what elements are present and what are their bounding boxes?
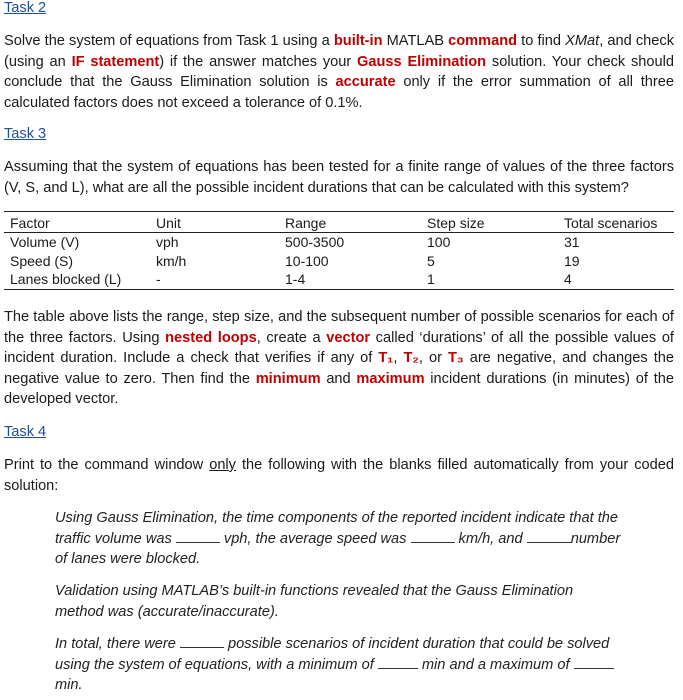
task3-intro: Assuming that the system of equations has been tested for a finite range of values of the three factors (V, S, and L), what are all the possible incident durations that can be calculated with this system?: [4, 159, 674, 196]
cell: 500-3500: [285, 234, 345, 251]
table-row: [4, 233, 674, 252]
cell: 1-4: [279, 270, 421, 289]
task2-heading: Task 2: [4, 0, 47, 16]
task3-heading: Task 3: [4, 126, 47, 142]
col-range: Range: [279, 212, 421, 233]
output-line-3: In total, there were possible scenarios of incident duration that could be solved using the system of equations, with a minimum of min and a maximum of min.: [55, 634, 625, 696]
blank-field: [180, 635, 224, 648]
blank-field: [574, 656, 614, 669]
table-row: [4, 270, 674, 289]
table-row: [4, 252, 674, 271]
table-header-row: [4, 212, 674, 233]
task3-paragraph: The table above lists the range, step size, and the subsequent number of possible scenarios for each of the three factors. Using nested loops, create a vector called ‘durations’ of all the possible values of incident duration. Include a check that verifies if any of T₁, T₂, or T₃ are negative, and changes the negative value to zero. Then find the minimum and maximum incident durations (in minutes) of the developed vector.: [4, 309, 675, 408]
cell: 5: [427, 252, 435, 269]
cell: Volume (V): [10, 234, 80, 251]
col-step: Step size: [421, 212, 558, 233]
cell: Speed (S): [10, 252, 74, 269]
blank-field: [176, 530, 220, 543]
task4-heading: Task 4: [4, 424, 47, 440]
task4-paragraph: Print to the command window only the following with the blanks filled automatically from your coded solution:: [4, 457, 674, 494]
col-scenarios: Total scenarios: [558, 212, 674, 233]
blank-field: [378, 656, 418, 669]
cell: km/h: [156, 252, 187, 269]
cell: -: [150, 270, 279, 289]
task2-paragraph: Solve the system of equations from Task 1 using a built-in MATLAB command to find XMat, and check (using an IF statement) if the answer matches your Gauss Elimination solution. Your check should conclude that the Gauss Elimination solution is accurate only if the error summation of all three calculated factors does not exceed a tolerance of 0.1%.: [4, 33, 674, 111]
cell: Lanes blocked (L): [4, 270, 150, 289]
cell: 100: [427, 234, 451, 251]
cell: vph: [156, 234, 179, 251]
factor-table: [4, 211, 674, 290]
col-factor: Factor: [4, 212, 150, 233]
output-line-2: Validation using MATLAB’s built-in functions revealed that the Gauss Elimination method was (accurate/inaccurate).: [55, 583, 574, 620]
cell: 19: [564, 252, 580, 269]
col-unit: Unit: [150, 212, 279, 233]
output-line-1: Using Gauss Elimination, the time components of the reported incident indicate that the traffic volume was vph, the average speed was km/h, and number of lanes were blocked.: [55, 510, 621, 567]
blank-field: [411, 530, 455, 543]
cell: 31: [564, 234, 580, 251]
cell: 10-100: [285, 252, 329, 269]
cell: 1: [421, 270, 558, 289]
cell: 4: [558, 270, 674, 289]
blank-field: [527, 530, 571, 543]
